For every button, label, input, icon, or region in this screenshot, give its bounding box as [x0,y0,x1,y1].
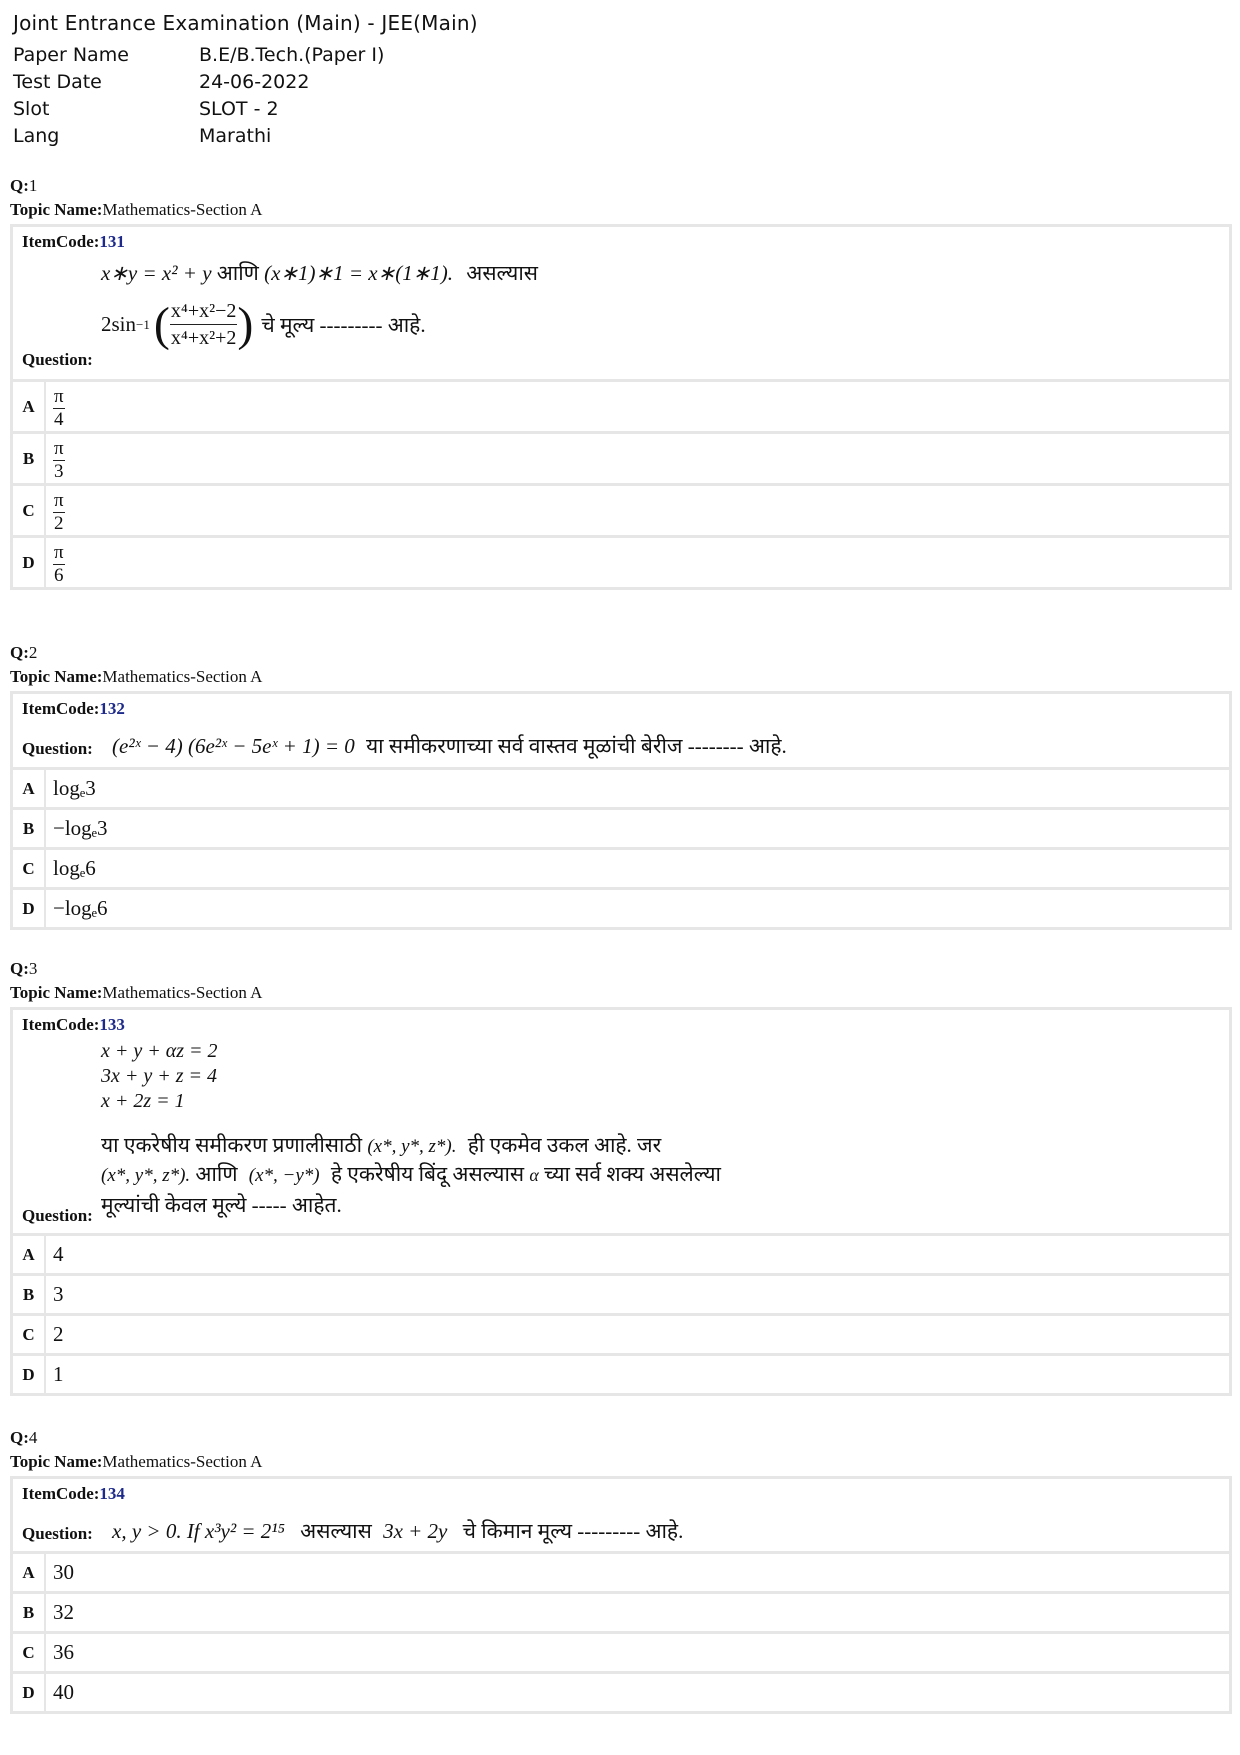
question-label: Question: [22,1206,93,1225]
option-row-d[interactable] [13,890,1229,927]
meta-row-test-date [13,68,384,95]
option-letter: A [13,1236,46,1273]
option-value: $\frac{\pi}{4}$ [54,385,64,430]
option-letter: A [13,770,46,807]
option-letter: B [13,1594,46,1631]
option-letter: A [13,1554,46,1591]
option-letter: D [13,1356,46,1393]
question-label: Question: [22,739,93,758]
option-row-b[interactable] [13,1594,1229,1631]
meta-label: Lang [13,124,60,147]
option-row-a[interactable] [13,1236,1229,1273]
option-value: 40 [53,1680,74,1704]
option-row-a[interactable] [13,770,1229,807]
question-number: Q:4 [10,1428,38,1447]
equation-line: x + y + αz = 2 [101,1040,218,1062]
topic-line: Topic Name:Mathematics-Section A [10,667,263,686]
question-card [13,1010,1229,1233]
equation-line: x + 2z = 1 [101,1090,185,1112]
option-row-c[interactable] [13,1316,1229,1353]
item-code: ItemCode:131 [22,232,125,251]
question-number: Q:3 [10,959,38,978]
question-text-line: (x*, y*, z*). आणि (x*, −y*) हे एकरेषीय बिंदू असल्यास α च्या सर्व शक्य असलेल्या [101,1162,721,1186]
question-label: Question: [22,350,93,369]
meta-label: Test Date [13,70,102,93]
option-row-c[interactable] [13,486,1229,535]
topic-line: Topic Name:Mathematics-Section A [10,200,263,219]
meta-value: B.E/B.Tech.(Paper I) [199,43,385,66]
option-value: $\frac{\pi}{3}$ [54,437,64,482]
option-letter: C [13,486,46,535]
option-letter: D [13,890,46,927]
question-formula-line: 2sin −1 ( $\frac{\text{x⁴+x²−2}}{\text{x⁴+x²+2}}$ ) चे मूल्य --------- आहे. [101,298,426,351]
meta-value: 24-06-2022 [199,70,310,93]
option-value: 32 [53,1600,74,1624]
option-row-b[interactable] [13,810,1229,847]
option-value: 4 [53,1242,64,1266]
question-label: Question: [22,1524,93,1543]
formula-fraction: $\frac{\text{x⁴+x²−2}}{\text{x⁴+x²+2}}$ [170,300,237,349]
option-value: logₑ3 [53,776,96,800]
exam-meta-table [13,41,384,149]
meta-value: SLOT - 2 [199,97,279,120]
option-row-c[interactable] [13,850,1229,887]
option-letter: C [13,1634,46,1671]
question-header-3 [10,957,262,1005]
question-number: Q:1 [10,176,38,195]
option-value: −logₑ6 [53,896,108,920]
question-text-line: (e²ˣ − 4) (6e²ˣ − 5eˣ + 1) = 0 या समीकरणाच्या सर्व वास्तव मूळांची बेरीज -------- आहे. [112,734,787,758]
item-code: ItemCode:134 [22,1484,125,1503]
option-value: $\frac{\pi}{6}$ [54,541,64,586]
option-value: −logₑ3 [53,816,108,840]
option-letter: B [13,810,46,847]
meta-row-lang [13,122,384,149]
question-text-line: x∗y = x² + y आणि (x∗1)∗1 = x∗(1∗1). असल्यास [101,261,538,285]
option-letter: B [13,434,46,483]
option-value: 1 [53,1362,64,1386]
meta-value: Marathi [199,124,272,147]
option-value: 30 [53,1560,74,1584]
option-value: 3 [53,1282,64,1306]
option-row-b[interactable] [13,1276,1229,1313]
exam-title: Joint Entrance Examination (Main) - JEE(Main) [13,11,478,35]
option-row-b[interactable] [13,434,1229,483]
meta-label: Slot [13,97,50,120]
option-letter: A [13,382,46,431]
option-row-c[interactable] [13,1634,1229,1671]
question-block-3 [10,1007,1232,1396]
question-block-4 [10,1476,1232,1714]
option-value: 36 [53,1640,74,1664]
item-code: ItemCode:132 [22,699,125,718]
item-code: ItemCode:133 [22,1015,125,1034]
question-text-line: मूल्यांची केवल मूल्ये ----- आहेत. [101,1193,342,1217]
option-row-a[interactable] [13,382,1229,431]
question-block-1 [10,224,1232,590]
question-card [13,227,1229,379]
equation-line: 3x + y + z = 4 [101,1065,218,1087]
meta-row-paper-name [13,41,384,68]
option-letter: B [13,1276,46,1313]
question-header-2 [10,641,262,689]
question-header-1 [10,174,262,222]
option-letter: D [13,538,46,587]
meta-row-slot [13,95,384,122]
topic-line: Topic Name:Mathematics-Section A [10,1452,263,1471]
topic-line: Topic Name:Mathematics-Section A [10,983,263,1002]
option-value: 2 [53,1322,64,1346]
question-block-2 [10,691,1232,930]
option-row-a[interactable] [13,1554,1229,1591]
question-header-4 [10,1426,262,1474]
option-value: $\frac{\pi}{2}$ [54,489,64,534]
option-letter: C [13,1316,46,1353]
option-letter: D [13,1674,46,1711]
option-row-d[interactable] [13,1356,1229,1393]
option-row-d[interactable] [13,1674,1229,1711]
option-row-d[interactable] [13,538,1229,587]
question-text-line: या एकरेषीय समीकरण प्रणालीसाठी (x*, y*, z*). ही एकमेव उकल आहे. जर [101,1133,662,1157]
meta-label: Paper Name [13,43,129,66]
question-card [13,694,1229,767]
question-number: Q:2 [10,643,38,662]
question-text-line: x, y > 0. If x³y² = 2¹⁵ असल्यास 3x + 2y चे किमान मूल्य --------- आहे. [112,1519,684,1543]
option-value: logₑ6 [53,856,96,880]
question-card [13,1479,1229,1551]
option-letter: C [13,850,46,887]
